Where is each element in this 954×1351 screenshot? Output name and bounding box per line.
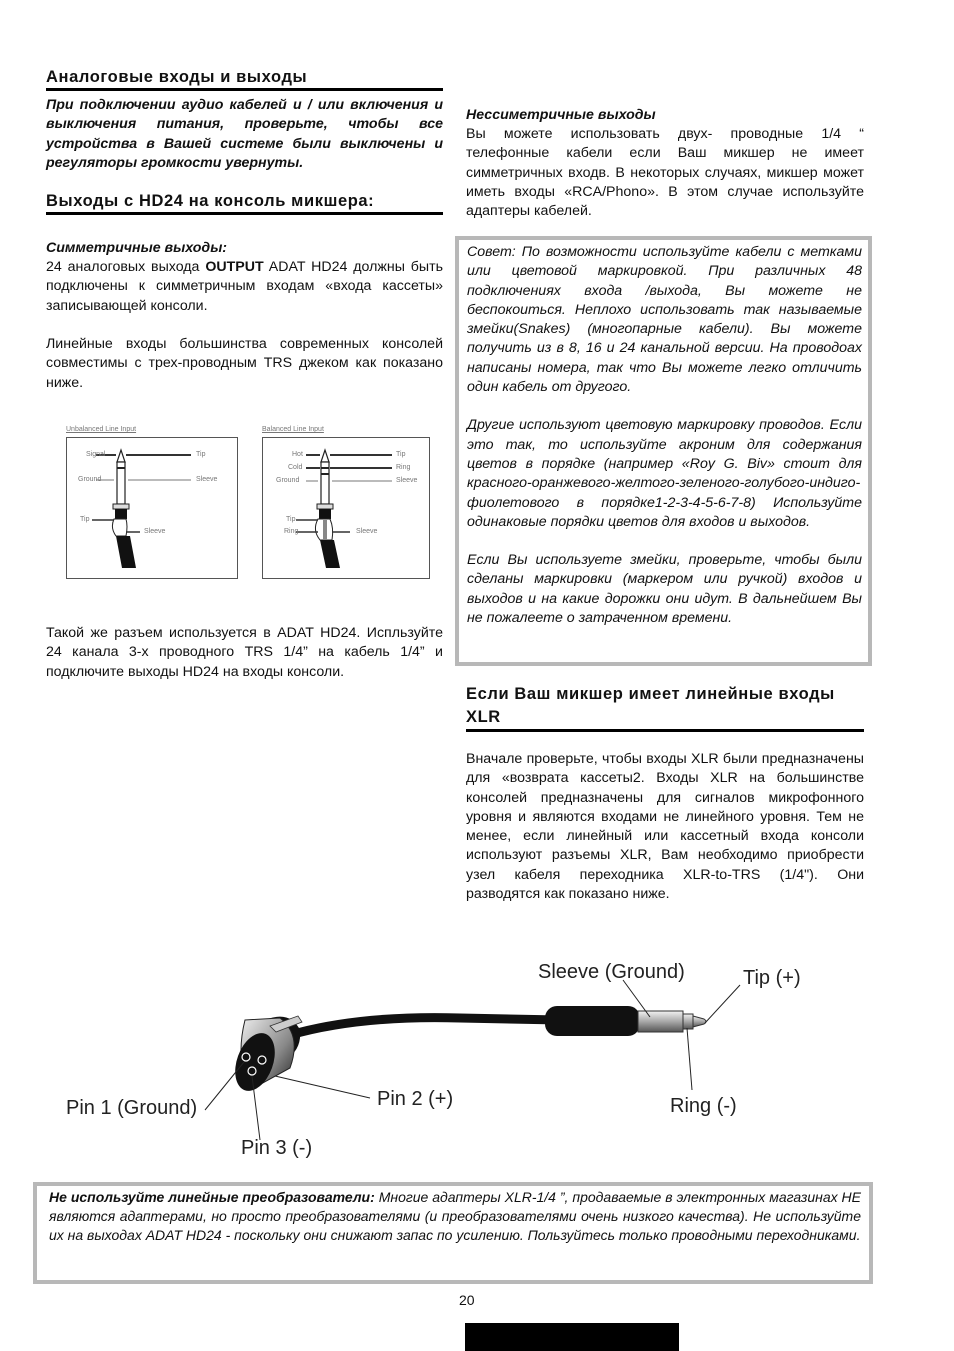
section-title-xlr-inputs: Если Ваш микшер имеет линейные входы XLR [466, 683, 864, 732]
trs-compat-text: Линейные входы большинства современных консолей совместимы с трех-проводным TRS джеком как показано ниже. [46, 336, 443, 391]
wire-label-tip: Tip [286, 516, 296, 523]
tip-paragraph-3: Если Вы используете змейки, проверьте, чтобы были сделаны маркировки (маркером или ручкой) входов и выходов и на какие дорожки они идут. В дальнейшем Вы не пожалеете о затраченном времени. [467, 552, 862, 627]
label-ground: Ground [276, 477, 300, 484]
label-sleeve: Sleeve [196, 476, 218, 483]
wire-label-sleeve: Sleeve [356, 528, 378, 535]
diagram-title: Balanced Line Input [262, 426, 324, 433]
label-pin3-minus: Pin 3 (-) [241, 1137, 313, 1159]
label-tip-plus: Tip (+) [743, 967, 801, 989]
label-ring-minus: Ring (-) [670, 1095, 737, 1117]
label-sleeve-ground: Sleeve (Ground) [538, 961, 685, 983]
converter-warning-box [33, 1182, 873, 1284]
balanced-line-input-diagram [262, 428, 440, 578]
balanced-outputs-subtitle: Симметричные выходы: [46, 240, 228, 256]
label-ring: Ring [396, 464, 411, 471]
diagram-title: Unbalanced Line Input [66, 426, 137, 433]
tip-paragraph-1: Совет: По возможности используйте кабели с метками или цветовой маркировкой. При различных 48 подключениях входа /выхода, Вы можете не беспокоиться. Неплохо использовать так называемые змейки(Snakes) (многопарные кабели). Вы можете получить из в 8, 16 и 24 канальной версии. На проводоах написаны номера, так что Вы можете легко отличить один кабель от другого. [467, 244, 862, 396]
output-keyword: OUTPUT [205, 259, 264, 275]
wire-label-tip: Tip [80, 516, 90, 523]
unbalanced-outputs-subtitle: Нессиметричные выходы [466, 107, 656, 123]
label-hot: Hot [292, 451, 303, 458]
para-text: ADAT HD24 должны быть подключены к симметричным входам «входа кассеты» записывающей консоли. [46, 259, 443, 314]
label-tip: Tip [396, 451, 406, 458]
label-pin1-ground: Pin 1 (Ground) [66, 1097, 198, 1119]
wire-label-ring: Ring [284, 528, 299, 535]
warning-body: Многие адаптеры XLR-1/4 ”, продаваемые в электронных магазинах НЕ являются адаптерами, но просто преобразователями (и преобразователями очень низкого качества). Не используйте их на выходах ADAT HD24 - поскольку они снижают запас по усилению. Пользуйтесь только проводными переходниками. [49, 1189, 862, 1244]
trs-plug-icon [262, 428, 440, 578]
label-signal: Signal [86, 451, 106, 458]
same-connector-text: Такой же разъем используется в ADAT HD24. Испльзуйте 24 канала 3-х проводного TRS 1/4” на кабель 1/4” и подключите выходы HD24 на входы консоли. [46, 625, 443, 680]
footer-black-bar [465, 1323, 679, 1351]
xlr-trs-cable-icon [40, 950, 840, 1170]
tip-paragraph-2: Другие используют цветовую маркировку проводов. Если это так, то используйте акроним для содержания цветов в порядке (например «Roy G. Biv» стоит для красного-оранжевого-желтого-зеленого-голубого-индиго-фиолетового в порядке1-2-3-4-5-6-7-8) Используйте одинаковые порядки цветов для входов и выходов. [467, 417, 862, 530]
label-cold: Cold [288, 464, 303, 471]
wire-label-sleeve: Sleeve [144, 528, 166, 535]
label-tip: Tip [196, 451, 206, 458]
xlr-to-trs-cable-figure [40, 950, 840, 1170]
label-pin2-plus: Pin 2 (+) [377, 1088, 454, 1110]
page-number: 20 [459, 1292, 475, 1308]
power-warning-text: При подключении аудио кабелей и / или включения и выключения питания, проверьте, чтобы все устройства в Вашей системе были выключены и регуляторы громкости увернуты. [46, 97, 443, 171]
section-title-outputs-to-console: Выходы с HD24 на консоль микшера: [46, 190, 443, 215]
label-ground: Ground [78, 476, 102, 483]
converter-warning-text [49, 1188, 861, 1246]
label-sleeve: Sleeve [396, 477, 418, 484]
warning-lead: Не используйте линейные преобразователи: [49, 1189, 375, 1205]
para-text: 24 аналоговых выхода [46, 259, 206, 275]
balanced-outputs-text [46, 258, 443, 316]
section-title-analog-io: Аналоговые входы и выходы [46, 66, 443, 91]
unbalanced-outputs-text: Вы можете использовать двух- проводные 1/4 “ телефонные кабели если Ваш микшер не имеет симметричных входв. В некоторых случаях, микшер может иметь входы «RCA/Phono». В этом случае используйте адаптеры кабелей. [466, 126, 864, 220]
unbalanced-line-input-diagram [66, 428, 244, 578]
xlr-inputs-text: Вначале проверьте, чтобы входы XLR были предназначены для «возврата кассеты2. Входы XLR на большинстве консолей предназначены для сигналов микрофонного уровня и являются входами не линейного уровня. Тем не менее, если линейный или кассетный входа консоли используют разъемы XLR, Вам необходимо приобрести узел кабеля переходника XLR-to-TRS (1/4"). Они разводятся как показано ниже. [466, 751, 864, 903]
tip-box [455, 236, 872, 666]
